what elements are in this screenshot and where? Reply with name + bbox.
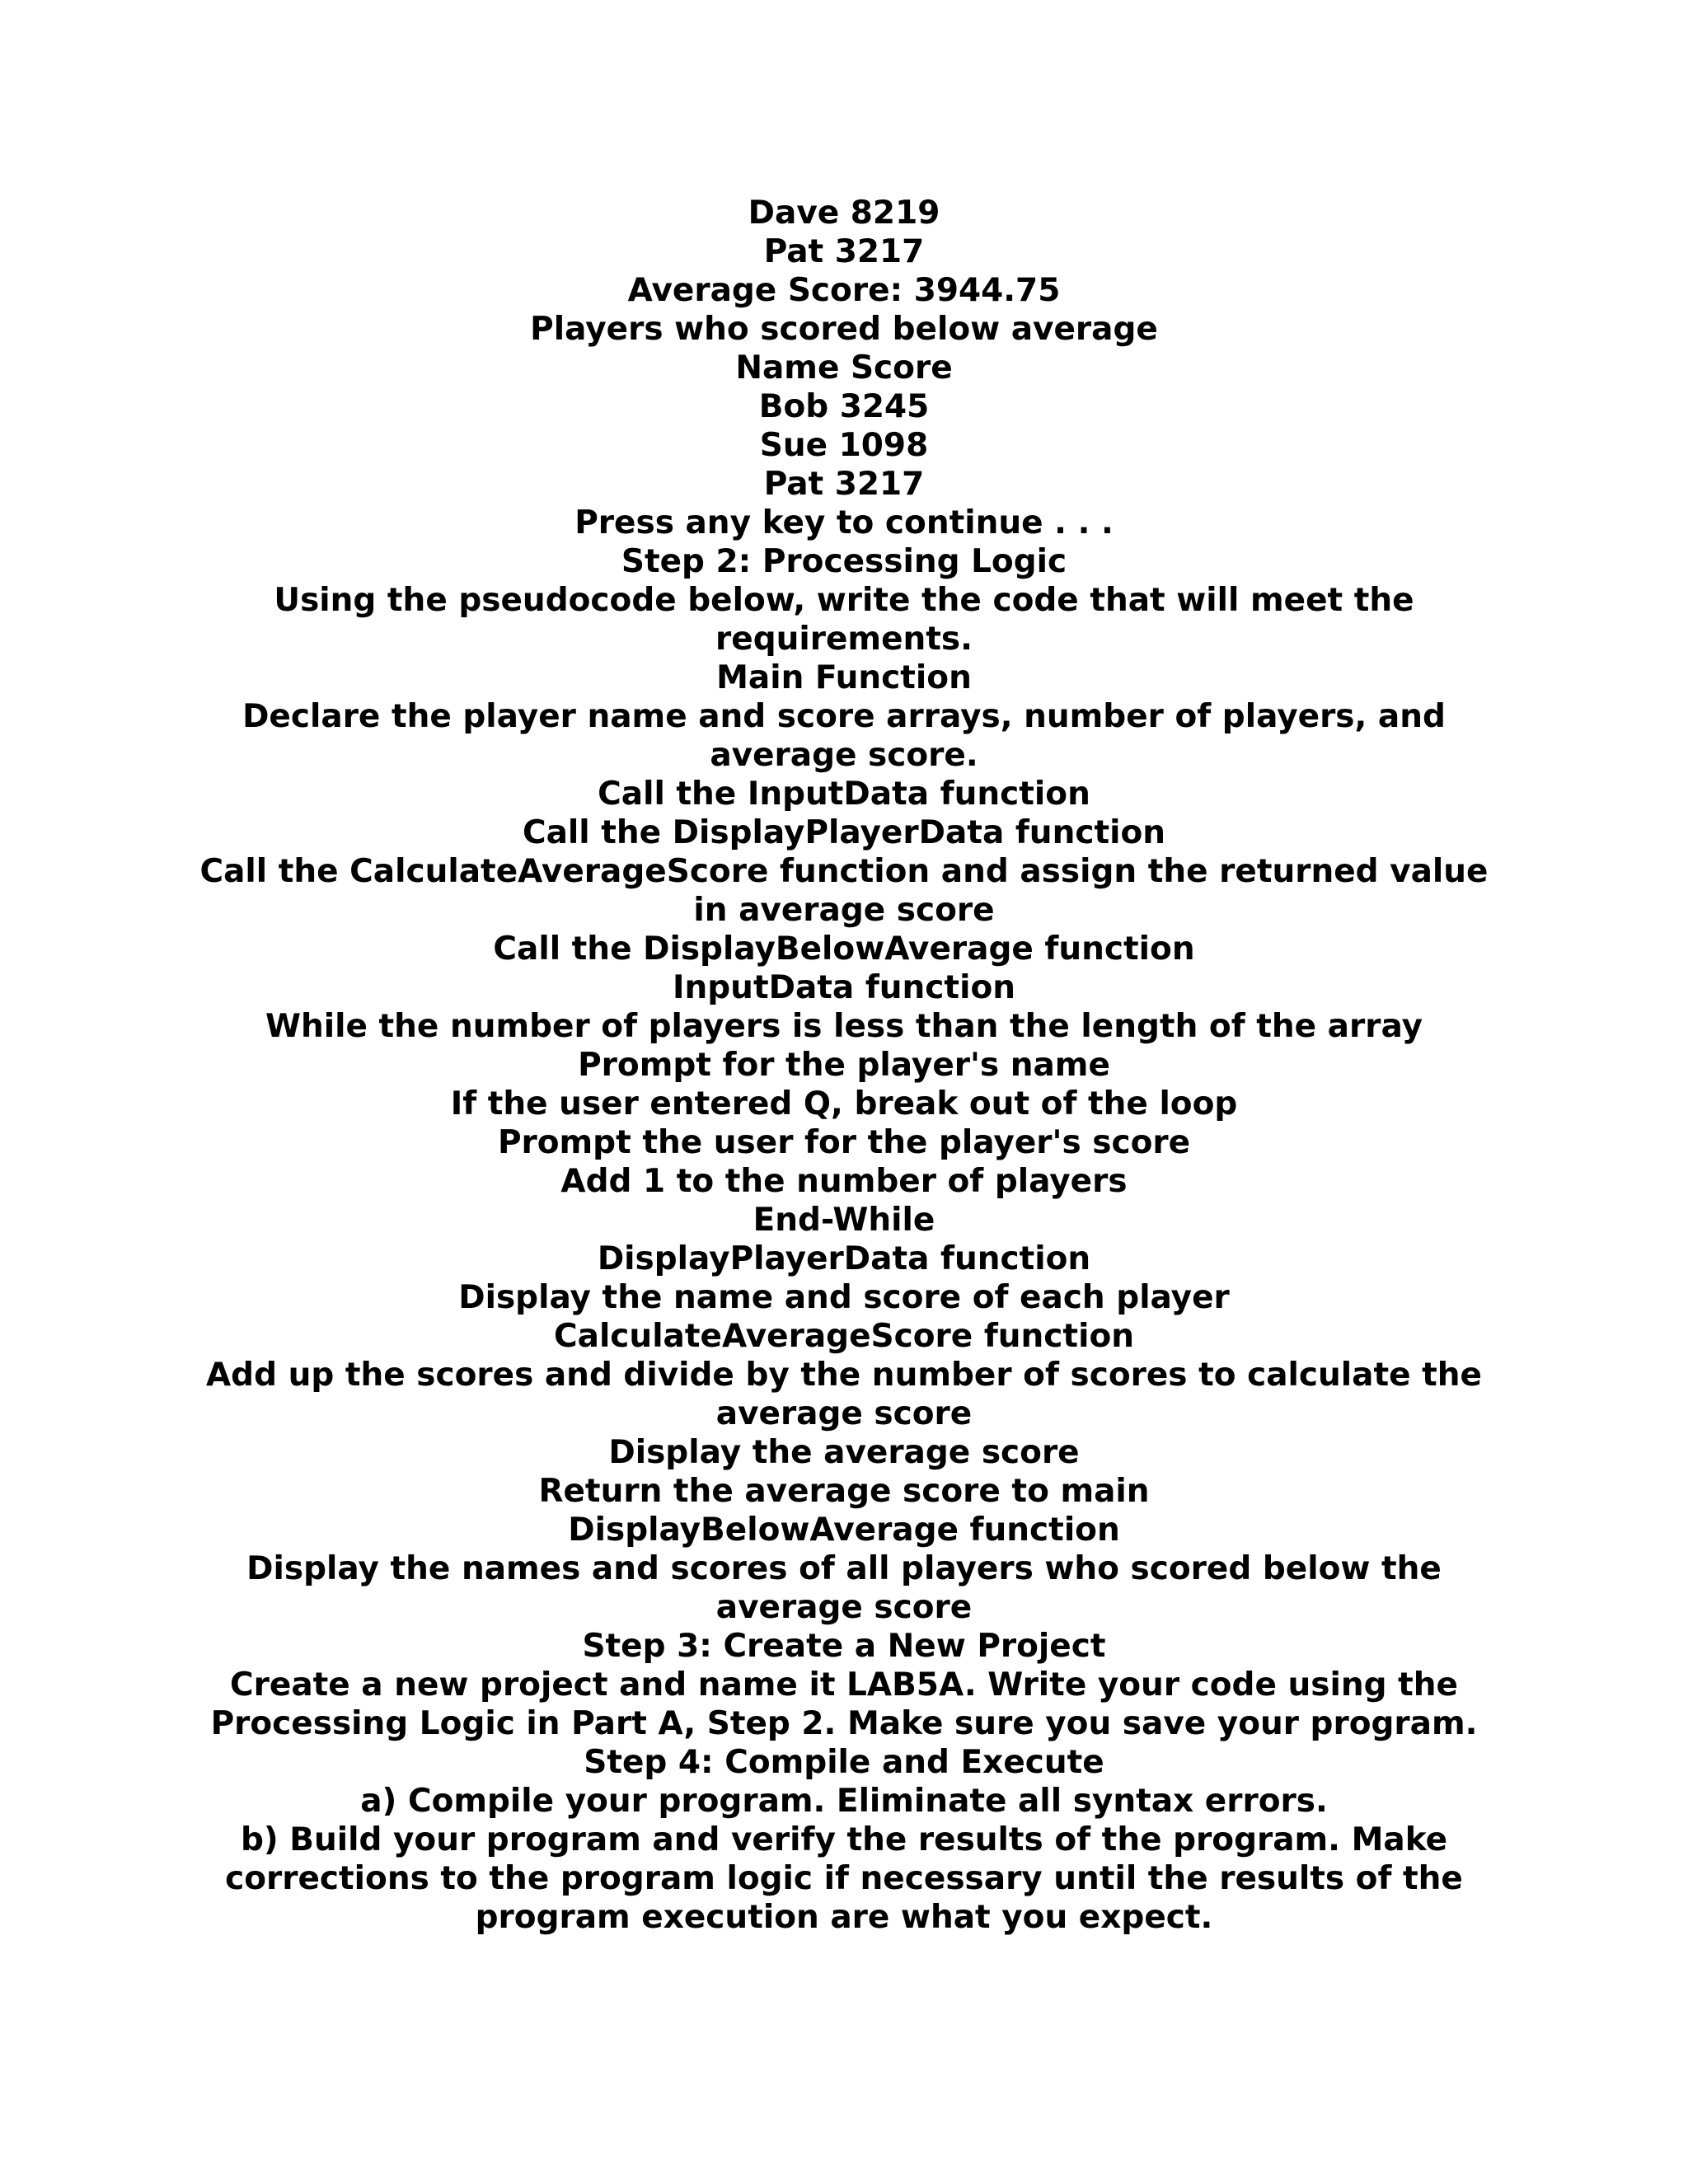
output-column-header: Name Score (735, 349, 953, 387)
main-call-displayplayerdata: Call the DisplayPlayerData function (522, 814, 1166, 851)
step-4-compile: a) Compile your program. Eliminate all syntax errors. (360, 1783, 1328, 1820)
step-4-heading: Step 4: Compile and Execute (584, 1744, 1104, 1781)
calculateaverage-heading: CalculateAverageScore function (554, 1318, 1134, 1355)
main-call-displaybelowaverage: Call the DisplayBelowAverage function (493, 930, 1195, 968)
output-line-pat: Pat 3217 (763, 233, 925, 270)
step-3-instructions: Create a new project and name it LAB5A. Write your code using the Processing Logic in Part A, Step 2. Make sure you save your program. (210, 1666, 1478, 1742)
output-line-sue: Sue 1098 (759, 427, 929, 464)
displaybelowaverage-body: Display the names and scores of all players who scored below the average score (246, 1550, 1442, 1626)
main-call-inputdata: Call the InputData function (598, 776, 1090, 813)
main-call-calculateaverage: Call the CalculateAverageScore function and assign the returned value in average score (199, 853, 1489, 929)
step-3-heading: Step 3: Create a New Project (582, 1628, 1106, 1665)
inputdata-end-while: End-While (753, 1202, 935, 1239)
step-2-instructions: Using the pseudocode below, write the code that will meet the requirements. (274, 582, 1414, 658)
calculateaverage-sum: Add up the scores and divide by the number of scores to calculate the average score (205, 1357, 1483, 1432)
inputdata-heading: InputData function (672, 969, 1015, 1006)
displaybelowaverage-heading: DisplayBelowAverage function (568, 1511, 1120, 1549)
output-line-bob: Bob 3245 (758, 388, 930, 425)
inputdata-prompt-name: Prompt for the player's name (578, 1047, 1110, 1084)
displayplayerdata-body: Display the name and score of each player (458, 1279, 1230, 1316)
inputdata-increment: Add 1 to the number of players (560, 1163, 1128, 1200)
calculateaverage-display: Display the average score (608, 1434, 1080, 1471)
inputdata-while: While the number of players is less than the length of the array (265, 1008, 1423, 1045)
main-declare-line: Declare the player name and score arrays, number of players, and average score. (242, 698, 1446, 774)
calculateaverage-return: Return the average score to main (538, 1473, 1150, 1510)
output-below-average-heading: Players who scored below average (530, 311, 1158, 348)
step-4-build: b) Build your program and verify the results of the program. Make corrections to the program logic if necessary until the results of the program execution are what you expect. (225, 1821, 1463, 1936)
output-line-dave: Dave 8219 (748, 194, 940, 232)
main-function-heading: Main Function (716, 659, 972, 696)
output-press-any-key: Press any key to continue . . . (574, 504, 1114, 541)
displayplayerdata-heading: DisplayPlayerData function (597, 1240, 1091, 1277)
document-body (181, 194, 1507, 1937)
output-line-pat-below: Pat 3217 (763, 466, 925, 503)
output-average-score: Average Score: 3944.75 (627, 272, 1061, 309)
step-2-heading: Step 2: Processing Logic (621, 543, 1067, 580)
inputdata-quit-check: If the user entered Q, break out of the loop (450, 1085, 1238, 1122)
inputdata-prompt-score: Prompt the user for the player's score (497, 1124, 1191, 1161)
